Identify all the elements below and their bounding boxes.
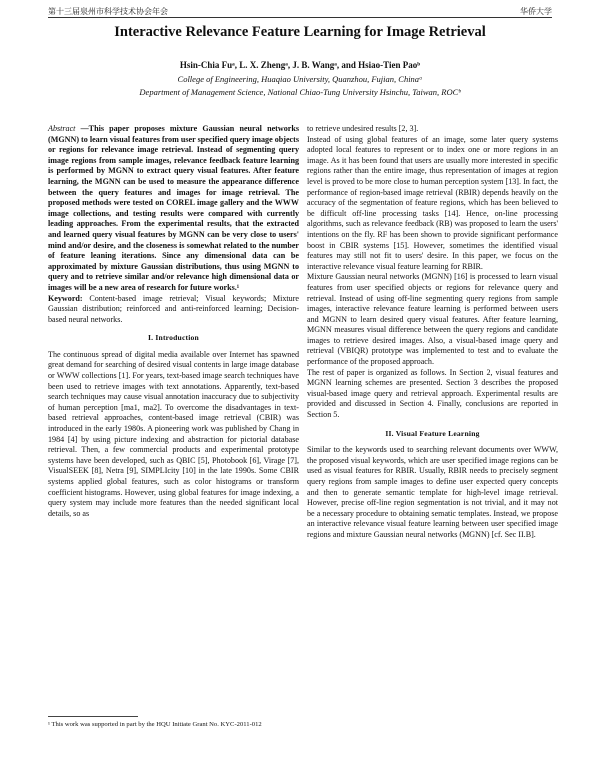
paper-title: Interactive Relevance Feature Learning for Image Retrieval — [114, 24, 486, 40]
affiliation-2: Department of Management Science, National Chiao-Tung University Hsinchu, Taiwan, ROCᵇ — [139, 87, 461, 97]
abstract-text: —This paper proposes mixture Gaussian neural networks (MGNN) to learn visual features from user specified query image objects or regions for relevance image retrieval. Instead of segmenting query image regions from sample images, relevance feedback feature learning is performed by MGNN to extract query visual features. After feature learning, the MGNN can be used to measure the appearance difference between the query features and images for image retrieval. The proposed methods were tested on COREL image gallery and the WWW image collections, and testing results were compared with currently leading approaches. From the experimental results, that the extracted and learned query visual features by MGNN can be very close to users' mind and/or desire, and the closeness is somewhat related to the number of feature leaning iterations. Since any dimensional data can be approximated by mixture Gaussian distributions, thus using MGNN to query and to retrieve similar and/or relevance high dimensional data or images will be a new area of research for future works.¹ — [48, 124, 299, 292]
header-conference: 第十三届泉州市科学技术协会年会 — [48, 7, 168, 16]
intro-paragraph-5: The rest of paper is organized as follows. In Section 2, visual features and MGNN learning schemes are presented. Section 3 describes the proposed visual-based image query and retrieval approach. Experimental results are provided and discussed in Section 4. Finally, conclusions are reported in Section 5. — [307, 367, 558, 420]
section-2-paragraph-1: Similar to the keywords used to searching relevant documents over WWW, the proposed visual keywords, which are user specified image regions can be used as visual features for RBIR. Usually, RBIR needs to precisely segment query regions from sample images to define user expected query concepts and then to generate semantic template for high-level image retrieval. However, precise off-line region segmentation is not trivial, and it may not be a necessary procedure to obtaining sematic templates. Instead, we propose an interactive relevance visual feature learning between user specified image regions and mixture Gaussian neural networks (MGNN) [cf. Sec II.B]. — [307, 445, 558, 539]
section-2-heading: II. Visual Feature Learning — [385, 428, 480, 438]
header-rule — [48, 17, 552, 18]
footnote — [48, 716, 299, 729]
intro-paragraph-1: The continuous spread of digital media available over Internet has spawned great demand for searching of desired visual contents in large image database or WWW collections [1]. For years, text-based image search techniques have been used to retrieve images with text annotations. Apparently, text-based search techniques may cause visual annotation inaccuracy due to subjectivity of human perception [ma1, ma2]. To overcome the disadvantages in text-based retrieval approaches, content-based image retrieval (CBIR) was introduced in the early 1980s. A pioneering work was published by Chang in 1984 [4] by using picture indexing and abstraction for pictorial database retrieval. Then, a few commercial products and experimental prototype systems have been developed, such as QBIC [5], Photobook [6], Virage [7], VisualSEEK [8], Netra [9], SIMPLIcity [10] in the late 1990s. Some CBIR systems applied global features, such as color histograms or transform coefficient histograms. However, using global features for image indexing, a query system may include more features than the needed significant local details, so as — [48, 349, 299, 518]
header-university: 华侨大学 — [520, 7, 552, 16]
running-header — [48, 2, 552, 16]
left-column — [48, 124, 299, 519]
keywords-text: Content-based image retrieval; Visual keywords; Mixture Gaussian distribution; reinforced and anti-reinforced learning; Decision-based neural networks. — [48, 293, 299, 324]
footnote-text: ¹ This work was supported in part by the HQU Initiate Grant No. KYC-2011-012 — [48, 721, 262, 728]
footnote-rule — [48, 716, 138, 717]
section-1-heading: I. Introduction — [148, 333, 199, 343]
abstract-lead: Abstract — [48, 124, 76, 133]
affiliation-1: College of Engineering, Huaqiao University, Quanzhou, Fujian, Chinaᵃ — [177, 74, 423, 84]
intro-paragraph-3: Instead of using global features of an image, some later query systems adopted local features to represent or to index one or more regions in an image. As it has been found that users are usually more interested in specific regions rather than the entire image, thus representation of images at region level is proved to be more close to human perception system [13]. In fact, the performance of region-based image retrieval (RBIR) depends heavily on the accuracy of the segmentation of feature regions, which has been believed to be difficult off-line processing tasks [14]. Hence, on-line processing algorithms, such as relevance feedback (RB) was proposed to learn the users' intentions on the fly. RF has been shown to provide significant performance boost in CBIR systems [15]. However, sometimes the identified visual features may still not fit to users' desire. In this paper, we focus on the interactive relevance visual feature learning for RBIR. — [307, 134, 558, 271]
keywords-lead: Keyword: — [48, 293, 83, 303]
intro-paragraph-2: to retrieve undesired results [2, 3]. — [307, 124, 419, 133]
right-column — [307, 124, 558, 541]
keywords — [48, 294, 299, 326]
abstract — [48, 124, 299, 294]
intro-paragraph-4: Mixture Gaussian neural networks (MGNN) [16] is processed to learn visual features from user specified objects or regions for relevance query and retrieval. Instead of using off-line segmenting query regions from sample images, interactive relevance feature learning is performed between users and MGNN to learn desired query visual features. After feature learning, MGNN measures visual difference between the query regions and candidate images to retrieve desired images. Also, a visual-based image query and retrieval (VBIQR) prototype was implemented to test and to evaluate the performance of the proposed approach. — [307, 272, 558, 367]
author-list: Hsin-Chia Fuᵃ, L. X. Zhengᵃ, J. B. Wangᵃ, and Hsiao-Tien Paoᵇ — [179, 60, 421, 70]
